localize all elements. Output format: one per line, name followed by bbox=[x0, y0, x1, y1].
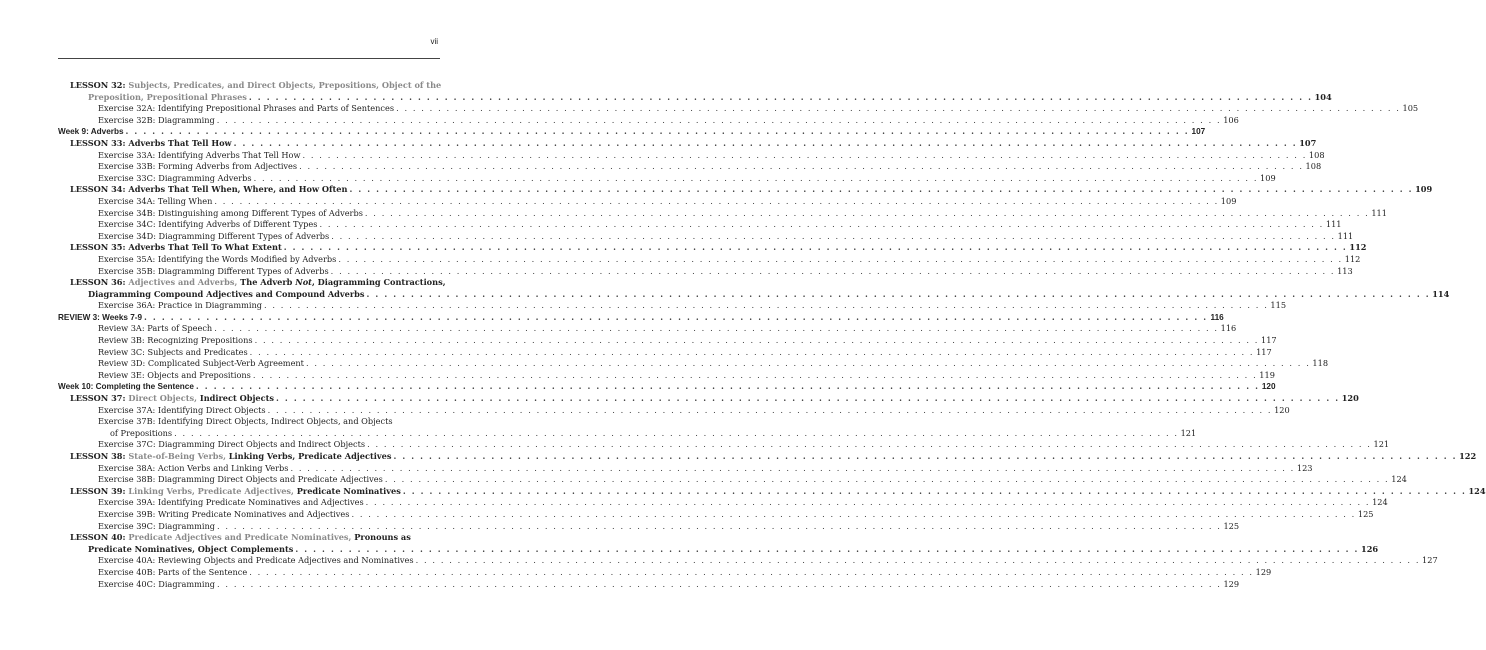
toc-row-lesson[interactable] bbox=[58, 451, 1477, 463]
dot-leader: . . . . . . . . . . . . . . . . . . . . . . . . . . . . . . . . . . . . . . . . . . . . . . . . . . . . . . . . . . . . . . . . . . . . . . . . . . . . . . . . . . . . . . . . . . . . . . . . . . . . . . . . . . . . . . . . . . . . . . . . bbox=[216, 114, 1222, 125]
toc-entry bbox=[98, 416, 443, 428]
toc-entry-title: Exercise 34D: Diagramming Different Types of Adverbs bbox=[98, 230, 330, 241]
toc-title-segment: LESSON 39: bbox=[70, 485, 129, 496]
dot-leader: . . . . . . . . . . . . . . . . . . . . . . . . . . . . . . . . . . . . . . . . . . . . . . . . . . . . . . . . . . . . . . . . . . . . . . . . . . . . . . . . . . . . . . . . . . . . . . . . . . . . . . . . . . . . . . . . . . . . . . . . bbox=[217, 520, 1222, 531]
dot-leader: . . . . . . . . . . . . . . . . . . . . . . . . . . . . . . . . . . . . . . . . . . . . . . . . . . . . . . . . . . . . . . . . . . . . . . . . . . . . . . . . . . . . . . . . . . . . . . . . . . . . . . . . . . . . . . . . . . . . . . . . bbox=[144, 311, 1208, 322]
toc-row-lesson[interactable] bbox=[58, 80, 443, 92]
dot-leader: . . . . . . . . . . . . . . . . . . . . . . . . . . . . . . . . . . . . . . . . . . . . . . . . . . . . . . . . . . . . . . . . . . . . . . . . . . . . . . . . . . . . . . . . . . . . . . . . . . . . . . . . . . . . . . . . . . . . . . . . bbox=[264, 300, 1269, 311]
page-ref: 112 bbox=[1344, 253, 1361, 264]
toc-entry bbox=[98, 219, 1342, 231]
toc-entry-title: LESSON 33: Adverbs That Tell How bbox=[70, 137, 232, 148]
toc-row-review-item[interactable] bbox=[58, 369, 1275, 382]
page-ref: 117 bbox=[1256, 346, 1272, 357]
dot-leader: . . . . . . . . . . . . . . . . . . . . . . . . . . . . . . . . . . . . . . . . . . . . . . . . . . . . . . . . . . . . . . . . . . . . . . . . . . . . . . . . . . . . . . . . . . . . . . . . . . . . . . . . . . . . . . . . . . . . . . . . bbox=[366, 288, 1431, 299]
toc-entry-title: Week 9: Adverbs bbox=[58, 127, 124, 137]
page-ref: 120 bbox=[1261, 382, 1276, 392]
toc-row-exercise[interactable] bbox=[58, 578, 1240, 591]
toc-entry-title: Exercise 39C: Diagramming bbox=[98, 520, 216, 531]
page-ref: 107 bbox=[1191, 127, 1206, 137]
table-of-contents bbox=[58, 80, 1486, 590]
toc-title-segment: , Diagramming Contractions, bbox=[311, 277, 446, 288]
toc-entry bbox=[88, 91, 1332, 104]
page-ref: 109 bbox=[1260, 172, 1276, 183]
toc-row-review-item[interactable] bbox=[58, 323, 1237, 335]
toc-entry bbox=[98, 566, 1272, 579]
page-ref: 125 bbox=[1357, 508, 1374, 519]
toc-entry-title: Exercise 34C: Identifying Adverbs of Different Types bbox=[98, 219, 318, 230]
toc-entry-title: Exercise 40C: Diagramming bbox=[98, 578, 216, 589]
toc-entry bbox=[98, 114, 1239, 127]
toc-entry bbox=[98, 404, 1290, 417]
toc-entry bbox=[98, 497, 1388, 509]
dot-leader: . . . . . . . . . . . . . . . . . . . . . . . . . . . . . . . . . . . . . . . . . . . . . . . . . . . . . . . . . . . . . . . . . . . . . . . . . . . . . . . . . . . . . . . . . . . . . . . . . . . . . . . . . . . . . . . . . . . . . . . . bbox=[396, 103, 1401, 114]
dot-leader: . . . . . . . . . . . . . . . . . . . . . . . . . . . . . . . . . . . . . . . . . . . . . . . . . . . . . . . . . . . . . . . . . . . . . . . . . . . . . . . . . . . . . . . . . . . . . . . . . . . . . . . . . . . . . . . . . . . . . . . . bbox=[290, 462, 1295, 473]
dot-leader: . . . . . . . . . . . . . . . . . . . . . . . . . . . . . . . . . . . . . . . . . . . . . . . . . . . . . . . . . . . . . . . . . . . . . . . . . . . . . . . . . . . . . . . . . . . . . . . . . . . . . . . . . . . . . . . . . . . . . . . . bbox=[415, 555, 1421, 566]
dot-leader: . . . . . . . . . . . . . . . . . . . . . . . . . . . . . . . . . . . . . . . . . . . . . . . . . . . . . . . . . . . . . . . . . . . . . . . . . . . . . . . . . . . . . . . . . . . . . . . . . . . . . . . . . . . . . . . . . . . . . . . . bbox=[233, 137, 1298, 148]
toc-entry-title: Review 3D: Complicated Subject-Verb Agreement bbox=[98, 358, 304, 369]
toc-entry bbox=[70, 137, 1317, 150]
toc-entry-title: LESSON 35: Adverbs That Tell To What Extent bbox=[70, 242, 282, 253]
toc-title-segment: Predicate Adjectives and Predicate Nominatives, bbox=[128, 532, 355, 543]
toc-entry bbox=[98, 172, 1276, 185]
dot-leader: . . . . . . . . . . . . . . . . . . . . . . . . . . . . . . . . . . . . . . . . . . . . . . . . . . . . . . . . . . . . . . . . . . . . . . . . . . . . . . . . . . . . . . . . . . . . . . . . . . . . . . . . . . . . . . . . . . . . . . . . bbox=[364, 207, 1370, 218]
dot-leader: . . . . . . . . . . . . . . . . . . . . . . . . . . . . . . . . . . . . . . . . . . . . . . . . . . . . . . . . . . . . . . . . . . . . . . . . . . . . . . . . . . . . . . . . . . . . . . . . . . . . . . . . . . . . . . . . . . . . . . . . bbox=[365, 497, 1371, 508]
page-ref: 109 bbox=[1220, 195, 1237, 206]
page-ref: 119 bbox=[1259, 369, 1275, 380]
page-ref: 124 bbox=[1468, 485, 1486, 496]
page-ref: 125 bbox=[1223, 520, 1240, 531]
dot-leader: . . . . . . . . . . . . . . . . . . . . . . . . . . . . . . . . . . . . . . . . . . . . . . . . . . . . . . . . . . . . . . . . . . . . . . . . . . . . . . . . . . . . . . . . . . . . . . . . . . . . . . . . . . . . . . . . . . . . . . . . bbox=[252, 369, 1258, 380]
dot-leader: . . . . . . . . . . . . . . . . . . . . . . . . . . . . . . . . . . . . . . . . . . . . . . . . . . . . . . . . . . . . . . . . . . . . . . . . . . . . . . . . . . . . . . . . . . . . . . . . . . . . . . . . . . . . . . . . . . . . . . . . bbox=[267, 404, 1273, 415]
dot-leader: . . . . . . . . . . . . . . . . . . . . . . . . . . . . . . . . . . . . . . . . . . . . . . . . . . . . . . . . . . . . . . . . . . . . . . . . . . . . . . . . . . . . . . . . . . . . . . . . . . . . . . . . . . . . . . . . . . . . . . . . bbox=[295, 543, 1359, 554]
toc-title-segment: Predicate Nominatives, Object Complements bbox=[88, 543, 294, 554]
toc-row-week[interactable] bbox=[58, 126, 1206, 138]
toc-entry-title: Exercise 40A: Reviewing Objects and Predicate Adjectives and Nominatives bbox=[98, 555, 414, 566]
toc-entry bbox=[98, 149, 1325, 162]
toc-title-segment: Preposition, Prepositional Phrases bbox=[88, 91, 247, 102]
toc-row-review-item[interactable] bbox=[58, 346, 1272, 359]
page-ref: 104 bbox=[1314, 91, 1332, 102]
toc-title-segment: LESSON 38: bbox=[70, 451, 129, 461]
dot-leader: . . . . . . . . . . . . . . . . . . . . . . . . . . . . . . . . . . . . . . . . . . . . . . . . . . . . . . . . . . . . . . . . . . . . . . . . . . . . . . . . . . . . . . . . . . . . . . . . . . . . . . . . . . . . . . . . . . . . . . . . bbox=[214, 323, 1219, 334]
toc-entry-title: of Prepositions bbox=[110, 427, 173, 438]
toc-entry-title bbox=[70, 393, 274, 405]
toc-entry bbox=[98, 462, 1313, 475]
dot-leader: . . . . . . . . . . . . . . . . . . . . . . . . . . . . . . . . . . . . . . . . . . . . . . . . . . . . . . . . . . . . . . . . . . . . . . . . . . . . . . . . . . . . . . . . . . . . . . . . . . . . . . . . . . . . . . . . . . . . . . . . bbox=[125, 126, 1190, 137]
toc-title-segment: LESSON 37: bbox=[70, 393, 129, 404]
toc-row-exercise[interactable] bbox=[58, 253, 1361, 266]
toc-entry bbox=[70, 277, 446, 289]
dot-leader: . . . . . . . . . . . . . . . . . . . . . . . . . . . . . . . . . . . . . . . . . . . . . . . . . . . . . . . . . . . . . . . . . . . . . . . . . . . . . . . . . . . . . . . . . . . . . . . . . . . . . . . . . . . . . . . . . . . . . . . . bbox=[349, 184, 1414, 195]
toc-entry-title: LESSON 34: Adverbs That Tell When, Where, and How Often bbox=[70, 184, 348, 195]
toc-entry-title: Exercise 34B: Distinguishing among Different Types of Adverbs bbox=[98, 207, 363, 218]
toc-entry bbox=[98, 103, 1419, 115]
toc-row-exercise[interactable] bbox=[58, 508, 1374, 521]
toc-row-review-item[interactable] bbox=[58, 358, 1329, 370]
page-ref: 129 bbox=[1255, 566, 1272, 577]
toc-entry-title bbox=[70, 80, 441, 92]
dot-leader: . . . . . . . . . . . . . . . . . . . . . . . . . . . . . . . . . . . . . . . . . . . . . . . . . . . . . . . . . . . . . . . . . . . . . . . . . . . . . . . . . . . . . . . . . . . . . . . . . . . . . . . . . . . . . . . . . . . . . . . . bbox=[254, 335, 1259, 346]
dot-leader: . . . . . . . . . . . . . . . . . . . . . . . . . . . . . . . . . . . . . . . . . . . . . . . . . . . . . . . . . . . . . . . . . . . . . . . . . . . . . . . . . . . . . . . . . . . . . . . . . . . . . . . . . . . . . . . . . . . . . . . . bbox=[174, 427, 1179, 438]
toc-entry bbox=[58, 381, 1276, 393]
dot-leader: . . . . . . . . . . . . . . . . . . . . . . . . . . . . . . . . . . . . . . . . . . . . . . . . . . . . . . . . . . . . . . . . . . . . . . . . . . . . . . . . . . . . . . . . . . . . . . . . . . . . . . . . . . . . . . . . . . . . . . . . bbox=[331, 230, 1336, 241]
page-ref: 129 bbox=[1223, 578, 1240, 589]
toc-entry bbox=[98, 439, 1390, 451]
toc-entry-title: Exercise 39B: Writing Predicate Nominatives and Adjectives bbox=[98, 508, 350, 519]
toc-entry bbox=[98, 253, 1361, 266]
page-ref: 122 bbox=[1459, 451, 1477, 461]
toc-entry-title: Review 3A: Parts of Speech bbox=[98, 323, 213, 334]
page-ref: 126 bbox=[1361, 543, 1379, 554]
dot-leader: . . . . . . . . . . . . . . . . . . . . . . . . . . . . . . . . . . . . . . . . . . . . . . . . . . . . . . . . . . . . . . . . . . . . . . . . . . . . . . . . . . . . . . . . . . . . . . . . . . . . . . . . . . . . . . . . . . . . . . . . bbox=[367, 439, 1372, 450]
page-ref: 108 bbox=[1305, 161, 1322, 172]
toc-row-exercise[interactable] bbox=[58, 497, 1388, 509]
page-ref: 118 bbox=[1312, 358, 1329, 369]
toc-row-lesson[interactable] bbox=[58, 485, 1486, 498]
dot-leader: . . . . . . . . . . . . . . . . . . . . . . . . . . . . . . . . . . . . . . . . . . . . . . . . . . . . . . . . . . . . . . . . . . . . . . . . . . . . . . . . . . . . . . . . . . . . . . . . . . . . . . . . . . . . . . . . . . . . . . . . bbox=[319, 219, 1324, 230]
toc-entry-title: Exercise 32B: Diagramming bbox=[98, 114, 215, 125]
toc-title-segment: Predicate Nominatives bbox=[296, 485, 401, 496]
toc-entry bbox=[98, 195, 1237, 208]
toc-entry bbox=[58, 126, 1206, 138]
toc-entry-title: Exercise 37A: Identifying Direct Objects bbox=[98, 404, 266, 415]
toc-row-exercise[interactable] bbox=[58, 114, 1239, 127]
toc-row-exercise[interactable] bbox=[58, 555, 1438, 567]
toc-row-exercise[interactable] bbox=[58, 219, 1342, 231]
dot-leader: . . . . . . . . . . . . . . . . . . . . . . . . . . . . . . . . . . . . . . . . . . . . . . . . . . . . . . . . . . . . . . . . . . . . . . . . . . . . . . . . . . . . . . . . . . . . . . . . . . . . . . . . . . . . . . . . . . . . . . . . bbox=[253, 172, 1259, 183]
toc-row-exercise[interactable] bbox=[58, 230, 1354, 243]
toc-entry-title: Exercise 35A: Identifying the Words Modified by Adverbs bbox=[98, 253, 337, 264]
page-ref: 111 bbox=[1371, 207, 1387, 218]
page-ref: 111 bbox=[1337, 230, 1354, 241]
toc-entry-title: Exercise 34A: Telling When bbox=[98, 195, 213, 206]
toc-entry bbox=[98, 335, 1277, 347]
toc-entry-title: Week 10: Completing the Sentence bbox=[58, 382, 194, 392]
toc-entry bbox=[70, 485, 1486, 498]
toc-title-segment: Indirect Objects bbox=[199, 393, 275, 404]
toc-row-review-item[interactable] bbox=[58, 335, 1277, 347]
toc-row-exercise[interactable] bbox=[58, 474, 1407, 486]
toc-row-lesson[interactable] bbox=[58, 532, 443, 544]
toc-entry-title: Exercise 38A: Action Verbs and Linking Verbs bbox=[98, 462, 289, 473]
toc-entry bbox=[88, 543, 1379, 556]
page-ref: 120 bbox=[1274, 404, 1290, 415]
page-ref: 105 bbox=[1402, 103, 1419, 114]
toc-entry-title: Exercise 37C: Diagramming Direct Objects and Indirect Objects bbox=[98, 439, 366, 450]
dot-leader: . . . . . . . . . . . . . . . . . . . . . . . . . . . . . . . . . . . . . . . . . . . . . . . . . . . . . . . . . . . . . . . . . . . . . . . . . . . . . . . . . . . . . . . . . . . . . . . . . . . . . . . . . . . . . . . . . . . . . . . . bbox=[330, 265, 1336, 276]
toc-row-exercise[interactable] bbox=[58, 207, 1387, 220]
toc-entry bbox=[98, 265, 1353, 278]
toc-entry bbox=[98, 508, 1374, 521]
toc-title-segment: Linking Verbs, Predicate Adjectives, bbox=[128, 485, 297, 496]
toc-title-segment: Pronouns as bbox=[354, 532, 411, 543]
toc-title-segment: The Adverb bbox=[240, 277, 296, 288]
page-ref: 114 bbox=[1432, 288, 1450, 299]
toc-entry bbox=[98, 207, 1387, 220]
page-ref: 106 bbox=[1223, 114, 1239, 125]
page-number: vii bbox=[430, 37, 438, 46]
toc-entry-title bbox=[70, 532, 411, 544]
toc-entry bbox=[98, 300, 1287, 312]
page-ref: 121 bbox=[1373, 439, 1390, 450]
page-ref: 109 bbox=[1415, 184, 1433, 195]
toc-row-lesson-cont[interactable] bbox=[58, 91, 1332, 104]
toc-title-segment: Diagramming Compound Adjectives and Compound Adverbs bbox=[88, 288, 365, 299]
toc-row-lesson[interactable] bbox=[58, 184, 1433, 196]
dot-leader: . . . . . . . . . . . . . . . . . . . . . . . . . . . . . . . . . . . . . . . . . . . . . . . . . . . . . . . . . . . . . . . . . . . . . . . . . . . . . . . . . . . . . . . . . . . . . . . . . . . . . . . . . . . . . . . . . . . . . . . . bbox=[351, 508, 1356, 519]
dot-leader: . . . . . . . . . . . . . . . . . . . . . . . . . . . . . . . . . . . . . . . . . . . . . . . . . . . . . . . . . . . . . . . . . . . . . . . . . . . . . . . . . . . . . . . . . . . . . . . . . . . . . . . . . . . . . . . . . . . . . . . . bbox=[214, 195, 1219, 206]
toc-entry-title: Exercise 32A: Identifying Prepositional Phrases and Parts of Sentences bbox=[98, 103, 395, 114]
toc-row-exercise[interactable] bbox=[58, 300, 1287, 312]
page-ref: 121 bbox=[1180, 427, 1197, 438]
dot-leader: . . . . . . . . . . . . . . . . . . . . . . . . . . . . . . . . . . . . . . . . . . . . . . . . . . . . . . . . . . . . . . . . . . . . . . . . . . . . . . . . . . . . . . . . . . . . . . . . . . . . . . . . . . . . . . . . . . . . . . . . bbox=[305, 358, 1311, 369]
toc-entry-title bbox=[88, 92, 247, 104]
toc-row-exercise[interactable] bbox=[58, 416, 443, 428]
page-ref: 123 bbox=[1296, 462, 1313, 473]
toc-row-week[interactable] bbox=[58, 381, 1276, 393]
toc-row-lesson-cont[interactable] bbox=[58, 288, 1450, 301]
toc-entry-title: Exercise 36A: Practice in Diagramming bbox=[98, 300, 262, 311]
toc-entry bbox=[98, 578, 1240, 591]
toc-entry-title: Review 3C: Subjects and Predicates bbox=[98, 346, 248, 357]
toc-entry bbox=[70, 242, 1367, 254]
toc-row-lesson[interactable] bbox=[58, 277, 446, 289]
toc-row-exercise[interactable] bbox=[58, 439, 1390, 451]
dot-leader: . . . . . . . . . . . . . . . . . . . . . . . . . . . . . . . . . . . . . . . . . . . . . . . . . . . . . . . . . . . . . . . . . . . . . . . . . . . . . . . . . . . . . . . . . . . . . . . . . . . . . . . . . . . . . . . . . . . . . . . . bbox=[384, 474, 1390, 485]
toc-title-segment: Linking Verbs, Predicate Adjectives bbox=[228, 451, 392, 461]
page-ref: 127 bbox=[1422, 555, 1438, 566]
toc-entry bbox=[98, 323, 1237, 335]
toc-entry-title: REVIEW 3: Weeks 7-9 bbox=[58, 312, 143, 322]
page-ref: 113 bbox=[1337, 265, 1353, 276]
toc-entry-title: Exercise 39A: Identifying Predicate Nominatives and Adjectives bbox=[98, 497, 364, 508]
page-ref: 112 bbox=[1349, 242, 1367, 253]
dot-leader: . . . . . . . . . . . . . . . . . . . . . . . . . . . . . . . . . . . . . . . . . . . . . . . . . . . . . . . . . . . . . . . . . . . . . . . . . . . . . . . . . . . . . . . . . . . . . . . . . . . . . . . . . . . . . . . . . . . . . . . . bbox=[402, 485, 1467, 496]
dot-leader: . . . . . . . . . . . . . . . . . . . . . . . . . . . . . . . . . . . . . . . . . . . . . . . . . . . . . . . . . . . . . . . . . . . . . . . . . . . . . . . . . . . . . . . . . . . . . . . . . . . . . . . . . . . . . . . . . . . . . . . . bbox=[302, 149, 1307, 160]
dot-leader: . . . . . . . . . . . . . . . . . . . . . . . . . . . . . . . . . . . . . . . . . . . . . . . . . . . . . . . . . . . . . . . . . . . . . . . . . . . . . . . . . . . . . . . . . . . . . . . . . . . . . . . . . . . . . . . . . . . . . . . . bbox=[248, 91, 1313, 102]
toc-entry-title: Exercise 38B: Diagramming Direct Objects and Predicate Adjectives bbox=[98, 474, 383, 485]
toc-entry-title: Review 3E: Objects and Prepositions bbox=[98, 369, 251, 380]
toc-row-exercise[interactable] bbox=[58, 149, 1325, 162]
page-ref: 116 bbox=[1220, 323, 1237, 334]
dot-leader: . . . . . . . . . . . . . . . . . . . . . . . . . . . . . . . . . . . . . . . . . . . . . . . . . . . . . . . . . . . . . . . . . . . . . . . . . . . . . . . . . . . . . . . . . . . . . . . . . . . . . . . . . . . . . . . . . . . . . . . . bbox=[276, 393, 1340, 404]
toc-row-lesson[interactable] bbox=[58, 242, 1367, 254]
toc-row-lesson[interactable] bbox=[58, 393, 1359, 405]
page-ref: 115 bbox=[1270, 300, 1287, 311]
toc-row-exercise-cont[interactable] bbox=[58, 427, 1197, 440]
toc-row-exercise[interactable] bbox=[58, 404, 1290, 417]
dot-leader: . . . . . . . . . . . . . . . . . . . . . . . . . . . . . . . . . . . . . . . . . . . . . . . . . . . . . . . . . . . . . . . . . . . . . . . . . . . . . . . . . . . . . . . . . . . . . . . . . . . . . . . . . . . . . . . . . . . . . . . . bbox=[195, 381, 1260, 392]
dot-leader: . . . . . . . . . . . . . . . . . . . . . . . . . . . . . . . . . . . . . . . . . . . . . . . . . . . . . . . . . . . . . . . . . . . . . . . . . . . . . . . . . . . . . . . . . . . . . . . . . . . . . . . . . . . . . . . . . . . . . . . . bbox=[393, 451, 1458, 461]
toc-entry-title: Exercise 40B: Parts of the Sentence bbox=[98, 566, 248, 577]
toc-title-segment: Subjects, Predicates, and Direct Objects, Prepositions, Object of the bbox=[128, 80, 442, 90]
dot-leader: . . . . . . . . . . . . . . . . . . . . . . . . . . . . . . . . . . . . . . . . . . . . . . . . . . . . . . . . . . . . . . . . . . . . . . . . . . . . . . . . . . . . . . . . . . . . . . . . . . . . . . . . . . . . . . . . . . . . . . . . bbox=[299, 161, 1304, 172]
page-ref: 107 bbox=[1299, 137, 1317, 148]
toc-entry bbox=[98, 520, 1240, 533]
toc-row-exercise[interactable] bbox=[58, 566, 1272, 579]
toc-row-exercise[interactable] bbox=[58, 172, 1276, 185]
toc-row-exercise[interactable] bbox=[58, 265, 1353, 278]
toc-row-exercise[interactable] bbox=[58, 103, 1419, 115]
toc-entry-title bbox=[70, 486, 401, 498]
page-ref: 117 bbox=[1261, 335, 1277, 346]
toc-row-exercise[interactable] bbox=[58, 520, 1240, 533]
toc-entry-title: Exercise 33C: Diagramming Adverbs bbox=[98, 172, 252, 183]
toc-entry bbox=[98, 555, 1438, 567]
page-ref: 120 bbox=[1341, 393, 1359, 404]
toc-entry-title: Exercise 35B: Diagramming Different Types of Adverbs bbox=[98, 265, 329, 276]
toc-entry-title bbox=[88, 289, 365, 301]
toc-entry bbox=[98, 161, 1322, 173]
toc-row-exercise[interactable] bbox=[58, 161, 1322, 173]
toc-title-segment: LESSON 32: bbox=[70, 80, 129, 90]
toc-entry bbox=[98, 369, 1275, 382]
toc-row-review[interactable] bbox=[58, 311, 1224, 324]
toc-entry-title: Exercise 33B: Forming Adverbs from Adjectives bbox=[98, 161, 298, 172]
toc-title-segment: Direct Objects, bbox=[128, 393, 200, 404]
dot-leader: . . . . . . . . . . . . . . . . . . . . . . . . . . . . . . . . . . . . . . . . . . . . . . . . . . . . . . . . . . . . . . . . . . . . . . . . . . . . . . . . . . . . . . . . . . . . . . . . . . . . . . . . . . . . . . . . . . . . . . . . bbox=[249, 346, 1255, 357]
dot-leader: . . . . . . . . . . . . . . . . . . . . . . . . . . . . . . . . . . . . . . . . . . . . . . . . . . . . . . . . . . . . . . . . . . . . . . . . . . . . . . . . . . . . . . . . . . . . . . . . . . . . . . . . . . . . . . . . . . . . . . . . bbox=[283, 242, 1348, 253]
toc-entry bbox=[98, 346, 1272, 359]
page-ref: 124 bbox=[1391, 474, 1407, 485]
toc-title-segment: LESSON 36: bbox=[70, 277, 129, 288]
toc-title-segment: LESSON 40: bbox=[70, 532, 129, 543]
toc-entry bbox=[110, 427, 1197, 440]
page-ref: 111 bbox=[1325, 219, 1342, 230]
toc-entry-title: Review 3B: Recognizing Prepositions bbox=[98, 335, 253, 346]
dot-leader: . . . . . . . . . . . . . . . . . . . . . . . . . . . . . . . . . . . . . . . . . . . . . . . . . . . . . . . . . . . . . . . . . . . . . . . . . . . . . . . . . . . . . . . . . . . . . . . . . . . . . . . . . . . . . . . . . . . . . . . . bbox=[217, 578, 1222, 589]
toc-title-segment: Adjectives and Adverbs, bbox=[128, 277, 241, 288]
toc-entry bbox=[70, 532, 443, 544]
toc-entry-title bbox=[70, 451, 391, 463]
toc-entry-title bbox=[88, 544, 293, 556]
toc-row-exercise[interactable] bbox=[58, 462, 1313, 475]
toc-entry bbox=[98, 474, 1407, 486]
toc-entry bbox=[98, 230, 1354, 243]
toc-entry-title: Exercise 33A: Identifying Adverbs That Tell How bbox=[98, 149, 301, 160]
header-rule bbox=[58, 58, 440, 59]
dot-leader: . . . . . . . . . . . . . . . . . . . . . . . . . . . . . . . . . . . . . . . . . . . . . . . . . . . . . . . . . . . . . . . . . . . . . . . . . . . . . . . . . . . . . . . . . . . . . . . . . . . . . . . . . . . . . . . . . . . . . . . . bbox=[338, 253, 1343, 264]
toc-entry bbox=[88, 288, 1450, 301]
toc-entry bbox=[70, 451, 1477, 463]
toc-entry-title bbox=[70, 277, 446, 289]
toc-entry bbox=[70, 393, 1359, 405]
page-ref: 124 bbox=[1372, 497, 1388, 508]
toc-title-segment: Not bbox=[295, 277, 312, 288]
dot-leader: . . . . . . . . . . . . . . . . . . . . . . . . . . . . . . . . . . . . . . . . . . . . . . . . . . . . . . . . . . . . . . . . . . . . . . . . . . . . . . . . . . . . . . . . . . . . . . . . . . . . . . . . . . . . . . . . . . . . . . . . bbox=[249, 566, 1254, 577]
toc-row-lesson-cont[interactable] bbox=[58, 543, 1379, 556]
toc-entry bbox=[58, 311, 1224, 324]
toc-title-segment: State-of-Being Verbs, bbox=[128, 451, 229, 461]
page-ref: 108 bbox=[1308, 149, 1325, 160]
toc-entry-title: Exercise 37B: Identifying Direct Objects, Indirect Objects, and Objects bbox=[98, 416, 393, 427]
toc-entry bbox=[70, 184, 1433, 196]
toc-entry bbox=[98, 358, 1329, 370]
page-ref: 116 bbox=[1210, 312, 1224, 322]
toc-row-exercise[interactable] bbox=[58, 195, 1237, 208]
toc-entry bbox=[70, 80, 443, 92]
toc-row-lesson[interactable] bbox=[58, 137, 1317, 150]
